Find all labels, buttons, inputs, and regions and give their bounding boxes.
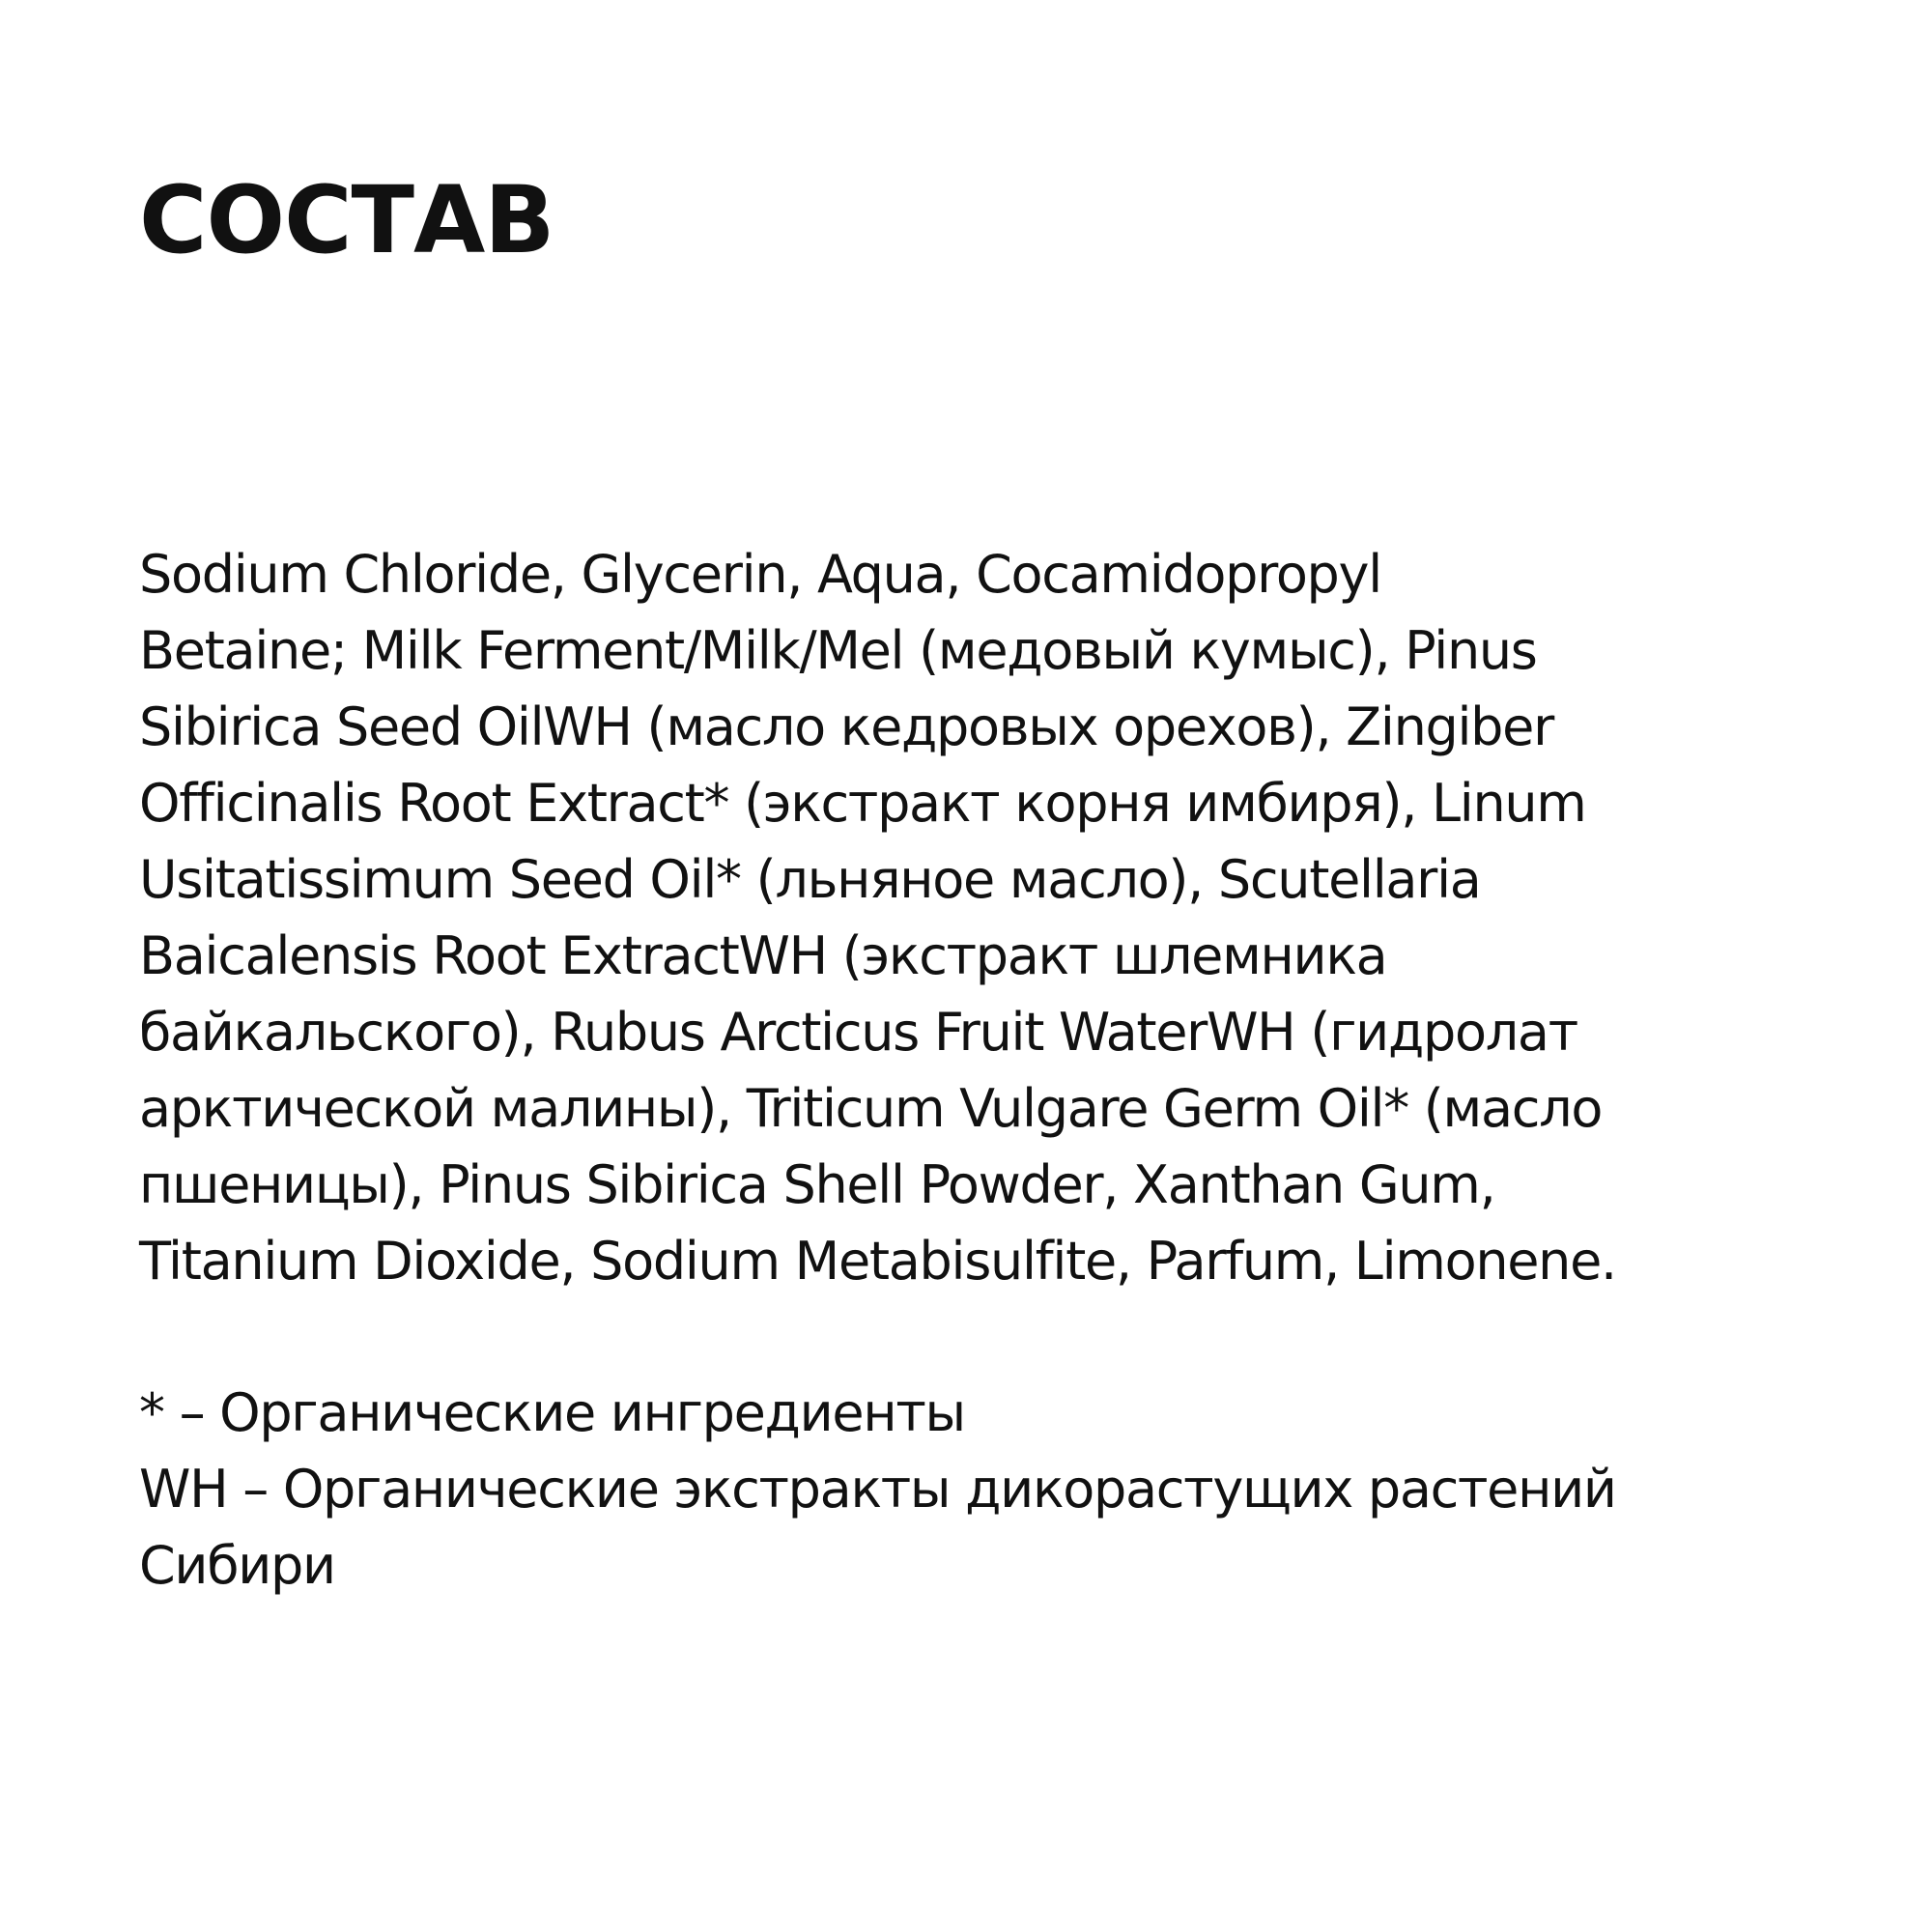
ingredients-line: Titanium Dioxide, Sodium Metabisulfite, Parfum, Limonene. [139, 1231, 1616, 1292]
footnotes [139, 1375, 1878, 1604]
ingredients-line: байкальского), Rubus Arcticus Fruit WaterWH (гидролат [139, 1002, 1577, 1063]
footnote-organic: * – Органические ингредиенты [139, 1382, 965, 1443]
ingredients-line: Betaine; Milk Ferment/Milk/Mel (медовый кумыс), Pinus [139, 620, 1537, 681]
footnote-wild-harvested: WH – Органические экстракты дикорастущих растений [139, 1459, 1616, 1520]
ingredients-line: Sodium Chloride, Glycerin, Aqua, Cocamidopropyl [139, 544, 1381, 605]
ingredients-line: пшеницы), Pinus Sibirica Shell Powder, Xanthan Gum, [139, 1154, 1495, 1215]
ingredients-line: Sibirica Seed OilWH (масло кедровых орехов), Zingiber [139, 696, 1553, 757]
footnote-wild-harvested-continued: Сибири [139, 1535, 335, 1596]
ingredients-line: арктической малины), Triticum Vulgare Germ Oil* (масло [139, 1078, 1603, 1139]
ingredients-line: Baicalensis Root ExtractWH (экстракт шлемника [139, 925, 1387, 986]
page-title: СОСТАВ [139, 166, 554, 274]
ingredients-line: Officinalis Root Extract* (экстракт корня имбиря), Linum [139, 773, 1586, 834]
ingredients-line: Usitatissimum Seed Oil* (льняное масло), Scutellaria [139, 849, 1481, 910]
ingredients-list [139, 536, 1878, 1299]
